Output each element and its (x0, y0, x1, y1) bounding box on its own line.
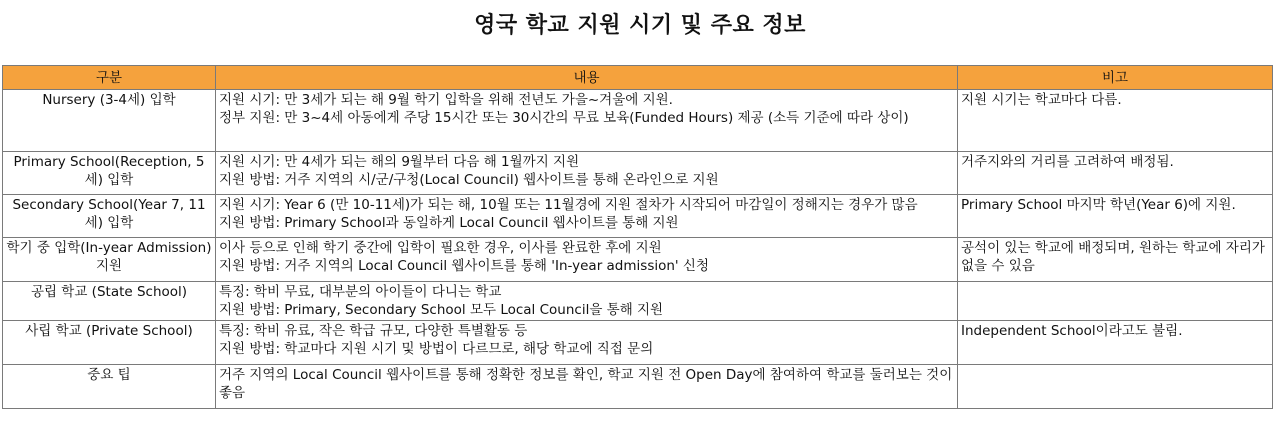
content-cell-line: 지원 방법: 거주 지역의 시/군/구청(Local Council) 웹사이트를 통해 온라인으로 지원 (219, 172, 719, 188)
content-cell-line: 이사 등으로 인해 학기 중간에 입학이 필요한 경우, 이사를 완료한 후에 지원 (219, 240, 662, 256)
content-cell-line: 지원 시기: 만 4세가 되는 해의 9월부터 다음 해 1월까지 지원 (219, 154, 580, 170)
note-cell (958, 195, 1273, 238)
table-header-row (3, 66, 1273, 90)
category-cell (3, 238, 216, 282)
content-cell-line: 거주 지역의 Local Council 웹사이트를 통해 정확한 정보를 확인, 학교 지원 전 Open Day에 참여하여 학교를 둘러보는 것이 좋음 (219, 367, 953, 401)
content-cell (216, 321, 958, 365)
note-cell-line: Independent School이라고도 불림. (961, 323, 1183, 339)
header-content: 내용 (216, 66, 958, 90)
category-cell (3, 321, 216, 365)
note-cell-line: 지원 시기는 학교마다 다름. (961, 92, 1122, 108)
category-cell-line: 중요 팁 (87, 367, 131, 383)
content-cell (216, 282, 958, 321)
note-cell (958, 365, 1273, 409)
category-cell-line: 공립 학교 (State School) (30, 284, 188, 300)
category-cell-line: Nursery (3-4세) 입학 (42, 92, 176, 108)
content-cell-line: 지원 시기: 만 3세가 되는 해 9월 학기 입학을 위해 전년도 가을~겨울에 지원. (219, 92, 673, 108)
header-note: 비고 (958, 66, 1273, 90)
table-row (3, 365, 1273, 409)
note-cell (958, 238, 1273, 282)
content-cell-line: 지원 방법: Primary, Secondary School 모두 Local Council을 통해 지원 (219, 302, 664, 318)
content-cell-line: 지원 방법: Primary School과 동일하게 Local Council 웹사이트를 통해 지원 (219, 215, 679, 231)
note-cell-line: Primary School 마지막 학년(Year 6)에 지원. (961, 197, 1236, 213)
note-cell (958, 90, 1273, 152)
table-row (3, 238, 1273, 282)
content-cell-line: 특징: 학비 유료, 작은 학급 규모, 다양한 특별활동 등 (219, 323, 528, 339)
page-title: 영국 학교 지원 시기 및 주요 정보 (474, 13, 806, 38)
note-cell (958, 152, 1273, 195)
category-cell (3, 195, 216, 238)
table-row (3, 321, 1273, 365)
category-cell (3, 152, 216, 195)
category-cell-line: 학기 중 입학 (6, 240, 81, 256)
content-cell-line: 지원 방법: 학교마다 지원 시기 및 방법이 다르므로, 해당 학교에 직접 문의 (219, 341, 654, 357)
category-cell-line: (In-year Admission) 지원 (80, 240, 212, 274)
info-table (2, 65, 1273, 409)
category-cell-line: Primary School (13, 154, 115, 170)
content-cell-line: 지원 시기: Year 6 (만 10-11세)가 되는 해, 10월 또는 11월경에 지원 절차가 시작되어 마감일이 정해지는 경우가 많음 (219, 197, 918, 213)
content-cell (216, 238, 958, 282)
content-cell (216, 195, 958, 238)
table-row (3, 152, 1273, 195)
category-cell-line: (Reception, 5세) 입학 (84, 154, 205, 188)
content-cell-line: 정부 지원: 만 3~4세 아동에게 주당 15시간 또는 30시간의 무료 보육(Funded Hours) 제공 (소득 기준에 따라 상이) (219, 110, 909, 126)
table-row (3, 282, 1273, 321)
note-cell-line: 공석이 있는 학교에 배정되며, 원하는 학교에 자리가 없을 수 있음 (961, 240, 1265, 274)
category-cell-line: Secondary School (12, 197, 134, 213)
content-cell-line: 지원 방법: 거주 지역의 Local Council 웹사이트를 통해 'In-year admission' 신청 (219, 258, 709, 274)
content-cell (216, 152, 958, 195)
note-cell-line: 거주지와의 거리를 고려하여 배정됨. (961, 154, 1174, 170)
category-cell-line: 사립 학교 (Private School) (25, 323, 193, 339)
table-row (3, 90, 1273, 152)
note-cell (958, 282, 1273, 321)
content-cell (216, 90, 958, 152)
category-cell (3, 282, 216, 321)
table-row (3, 195, 1273, 238)
content-cell (216, 365, 958, 409)
note-cell (958, 321, 1273, 365)
category-cell (3, 365, 216, 409)
category-cell (3, 90, 216, 152)
header-category: 구분 (3, 66, 216, 90)
content-cell-line: 특징: 학비 무료, 대부분의 아이들이 다니는 학교 (219, 284, 502, 300)
category-cell-line: (Year 7, 11세) 입학 (84, 197, 206, 231)
